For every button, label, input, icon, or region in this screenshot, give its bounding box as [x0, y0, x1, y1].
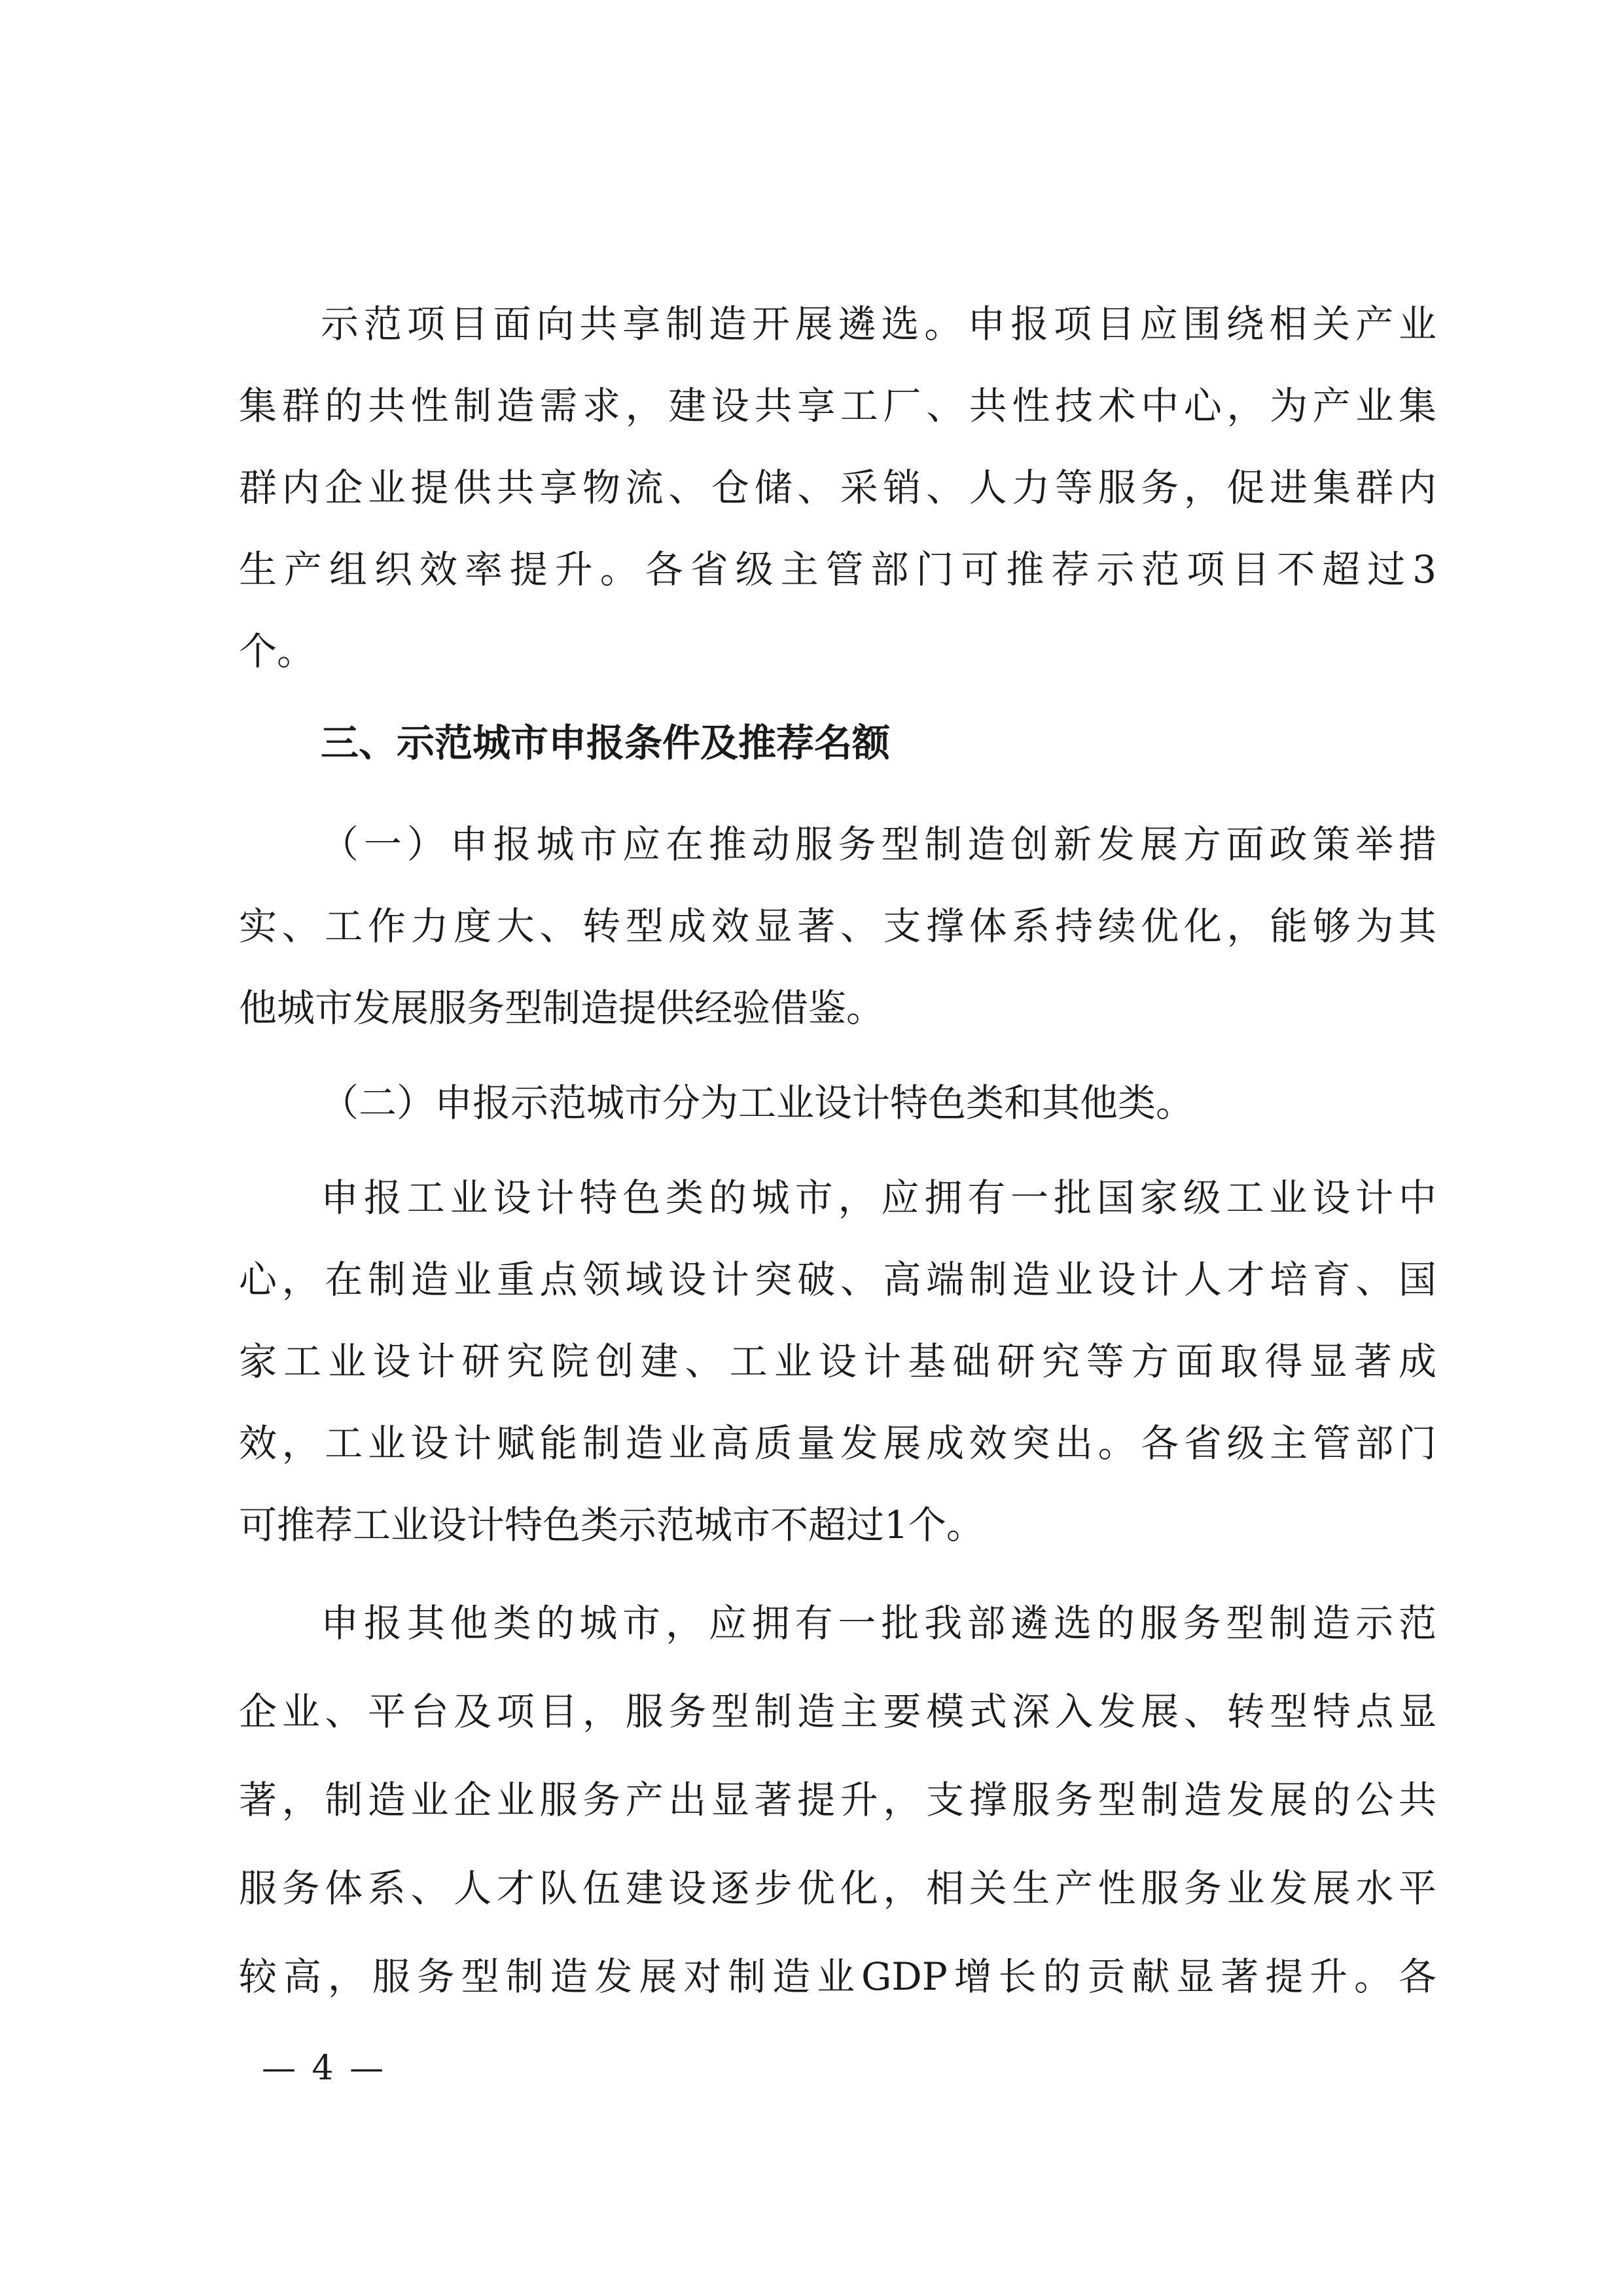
paragraph-line: 企业、平台及项目，服务型制造主要模式深入发展、转型特点显: [239, 1689, 1436, 1734]
paragraph-line: 可推荐工业设计特色类示范城市不超过1个。: [239, 1503, 984, 1547]
paragraph-line: 生产组织效率提升。各省级主管部门可推荐示范项目不超过3: [239, 547, 1436, 592]
paragraph-line: （二）申报示范城市分为工业设计特色类和其他类。: [321, 1081, 1194, 1125]
paragraph-line: 示范项目面向共享制造开展遴选。申报项目应围绕相关产业: [321, 302, 1436, 346]
section-heading: 三、示范城市申报条件及推荐名额: [321, 721, 891, 765]
paragraph-line: 实、工作力度大、转型成效显著、支撑体系持续优化，能够为其: [239, 904, 1436, 948]
paragraph-line: 个。: [239, 629, 315, 673]
paragraph-line: 较高，服务型制造发展对制造业GDP增长的贡献显著提升。各: [239, 1954, 1436, 1999]
paragraph-line: 效，工业设计赋能制造业高质量发展成效突出。各省级主管部门: [239, 1421, 1436, 1465]
paragraph-line: 著，制造业企业服务产出显著提升，支撑服务型制造发展的公共: [239, 1778, 1436, 1822]
paragraph-line: 家工业设计研究院创建、工业设计基础研究等方面取得显著成: [239, 1339, 1436, 1384]
page-number: — 4 —: [262, 2049, 387, 2088]
paragraph-line: 服务体系、人才队伍建设逐步优化，相关生产性服务业发展水平: [239, 1866, 1436, 1910]
paragraph-line: 集群的共性制造需求，建设共享工厂、共性技术中心，为产业集: [239, 384, 1436, 428]
paragraph-line: 申报其他类的城市，应拥有一批我部遴选的服务型制造示范: [321, 1601, 1436, 1645]
paragraph-line: 申报工业设计特色类的城市，应拥有一批国家级工业设计中: [321, 1175, 1436, 1220]
paragraph-line: （一）申报城市应在推动服务型制造创新发展方面政策举措: [321, 822, 1436, 867]
paragraph-line: 他城市发展服务型制造提供经验借鉴。: [239, 986, 885, 1030]
paragraph-line: 群内企业提供共享物流、仓储、采销、人力等服务，促进集群内: [239, 465, 1436, 510]
paragraph-line: 心，在制造业重点领域设计突破、高端制造业设计人才培育、国: [239, 1257, 1436, 1302]
